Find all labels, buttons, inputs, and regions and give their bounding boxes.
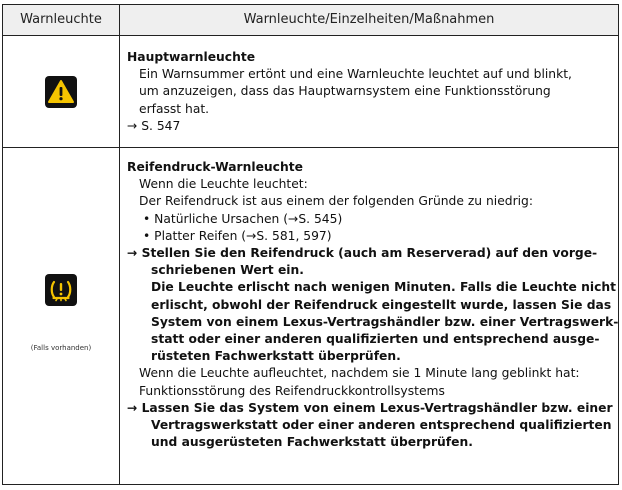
row-action: rüsteten Fachwerkstatt überprüfen. [151, 349, 401, 364]
availability-note: (Falls vorhanden) [30, 344, 92, 352]
header-warning-light: Warnleuchte [20, 12, 102, 27]
row-action: Vertragswerkstatt oder einer anderen entsprechend qualifizierten [151, 418, 612, 433]
row-text [127, 49, 610, 135]
warning-light-table [2, 4, 619, 485]
row-action: und ausgerüsteten Fachwerkstatt überprüfen. [151, 435, 473, 450]
row-line: Funktionsstörung des Reifendruckkontrollsystems [139, 383, 445, 398]
header-details-actions: Warnleuchte/Einzelheiten/Maßnahmen [243, 12, 495, 27]
row-bullet: • Platter Reifen (→S. 581, 597) [143, 228, 332, 243]
table-row-tire-pressure [3, 148, 618, 484]
table-row-master-warning [3, 36, 618, 148]
row-line: Ein Warnsummer ertönt und eine Warnleuchte leuchtet auf und blinkt, [139, 67, 572, 82]
row-action: Die Leuchte erlischt nach wenigen Minuten. Falls die Leuchte nicht [151, 280, 616, 295]
row-action: erlischt, obwohl der Reifendruck eingestellt wurde, lassen Sie das [151, 297, 612, 312]
tire-pressure-warning-icon [45, 274, 77, 306]
table-header [3, 5, 618, 36]
row-text [127, 159, 619, 451]
row-title: Reifendruck-Warnleuchte [127, 160, 303, 174]
row-action: → Lassen Sie das System von einem Lexus-Vertragshändler bzw. einer [127, 400, 613, 415]
row-line: Wenn die Leuchte leuchtet: [139, 177, 308, 192]
master-warning-triangle-icon [45, 76, 77, 108]
row-line: Wenn die Leuchte aufleuchtet, nachdem sie 1 Minute lang geblinkt hat: [139, 366, 580, 381]
row-line: erfasst hat. [139, 101, 210, 116]
icon-cell [3, 36, 119, 147]
row-bullet: • Natürliche Ursachen (→S. 545) [143, 211, 343, 226]
icon-cell [3, 148, 119, 484]
row-action: → Stellen Sie den Reifendruck (auch am Reserverad) auf den vorge- [127, 246, 598, 261]
row-line: Der Reifendruck ist aus einem der folgenden Gründe zu niedrig: [139, 194, 533, 209]
row-title: Hauptwarnleuchte [127, 50, 256, 64]
page-reference: → S. 547 [127, 118, 181, 133]
row-line: um anzuzeigen, dass das Hauptwarnsystem eine Funktionsstörung [139, 84, 551, 99]
row-action: schriebenen Wert ein. [151, 263, 304, 278]
row-action: statt oder einer anderen qualifizierten und entsprechend ausge- [151, 332, 600, 347]
row-action: System von einem Lexus-Vertragshändler bzw. einer Vertragswerk- [151, 314, 619, 329]
